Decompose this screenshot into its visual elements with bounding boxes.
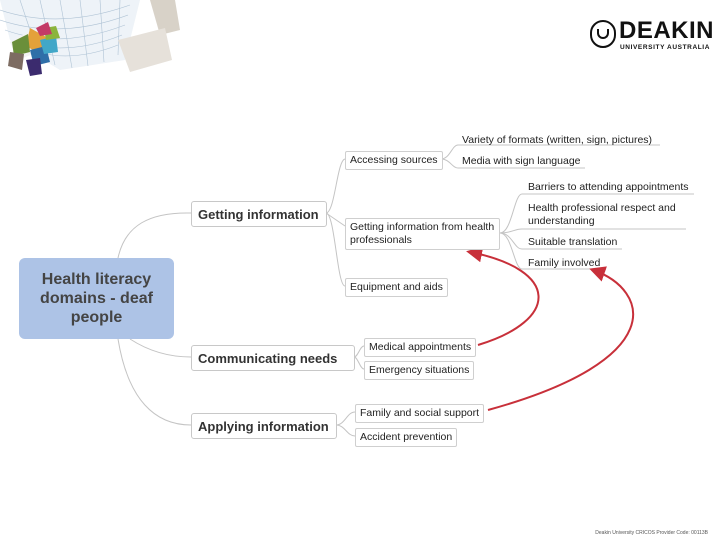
sub-emergency-situations: Emergency situations <box>364 361 474 380</box>
deakin-logo <box>588 17 715 53</box>
sub-getting-info-from-health-professionals: Getting information from health professionals <box>345 218 500 250</box>
central-topic: Health literacy domains - deaf people <box>19 258 174 339</box>
sub-family-and-social-support: Family and social support <box>355 404 484 423</box>
footer-cricos: Deakin University CRICOS Provider Code: 00113B <box>595 530 708 536</box>
leaf-suitable-translation: Suitable translation <box>528 236 618 248</box>
connector-central-communicating <box>130 339 191 357</box>
sub-accessing-sources: Accessing sources <box>345 151 443 170</box>
leaf-barriers-to-attending: Barriers to attending appointments <box>528 181 689 193</box>
leaf-health-professional-respect: Health professional respect and understanding <box>528 202 676 227</box>
arrow-family-to-familyinvolved <box>488 270 633 410</box>
logo-name: DEAKIN <box>619 17 715 44</box>
leaf-family-involved: Family involved <box>528 257 601 269</box>
sub-medical-appointments: Medical appointments <box>364 338 476 357</box>
sub-accident-prevention: Accident prevention <box>355 428 457 447</box>
branch-communicating-needs: Communicating needs <box>191 345 355 371</box>
leaf-variety-of-formats: Variety of formats (written, sign, pictures) <box>462 134 653 146</box>
connector-central-applying <box>118 339 191 425</box>
logo-subtitle: UNIVERSITY AUSTRALIA <box>620 44 711 51</box>
connector-central-getting <box>118 213 191 258</box>
sub-equipment-and-aids: Equipment and aids <box>345 278 448 297</box>
crest-icon <box>590 20 616 48</box>
branch-applying-information: Applying information <box>191 413 337 439</box>
branch-getting-information: Getting information <box>191 201 327 227</box>
leaf-media-with-sign-language: Media with sign language <box>462 155 581 167</box>
